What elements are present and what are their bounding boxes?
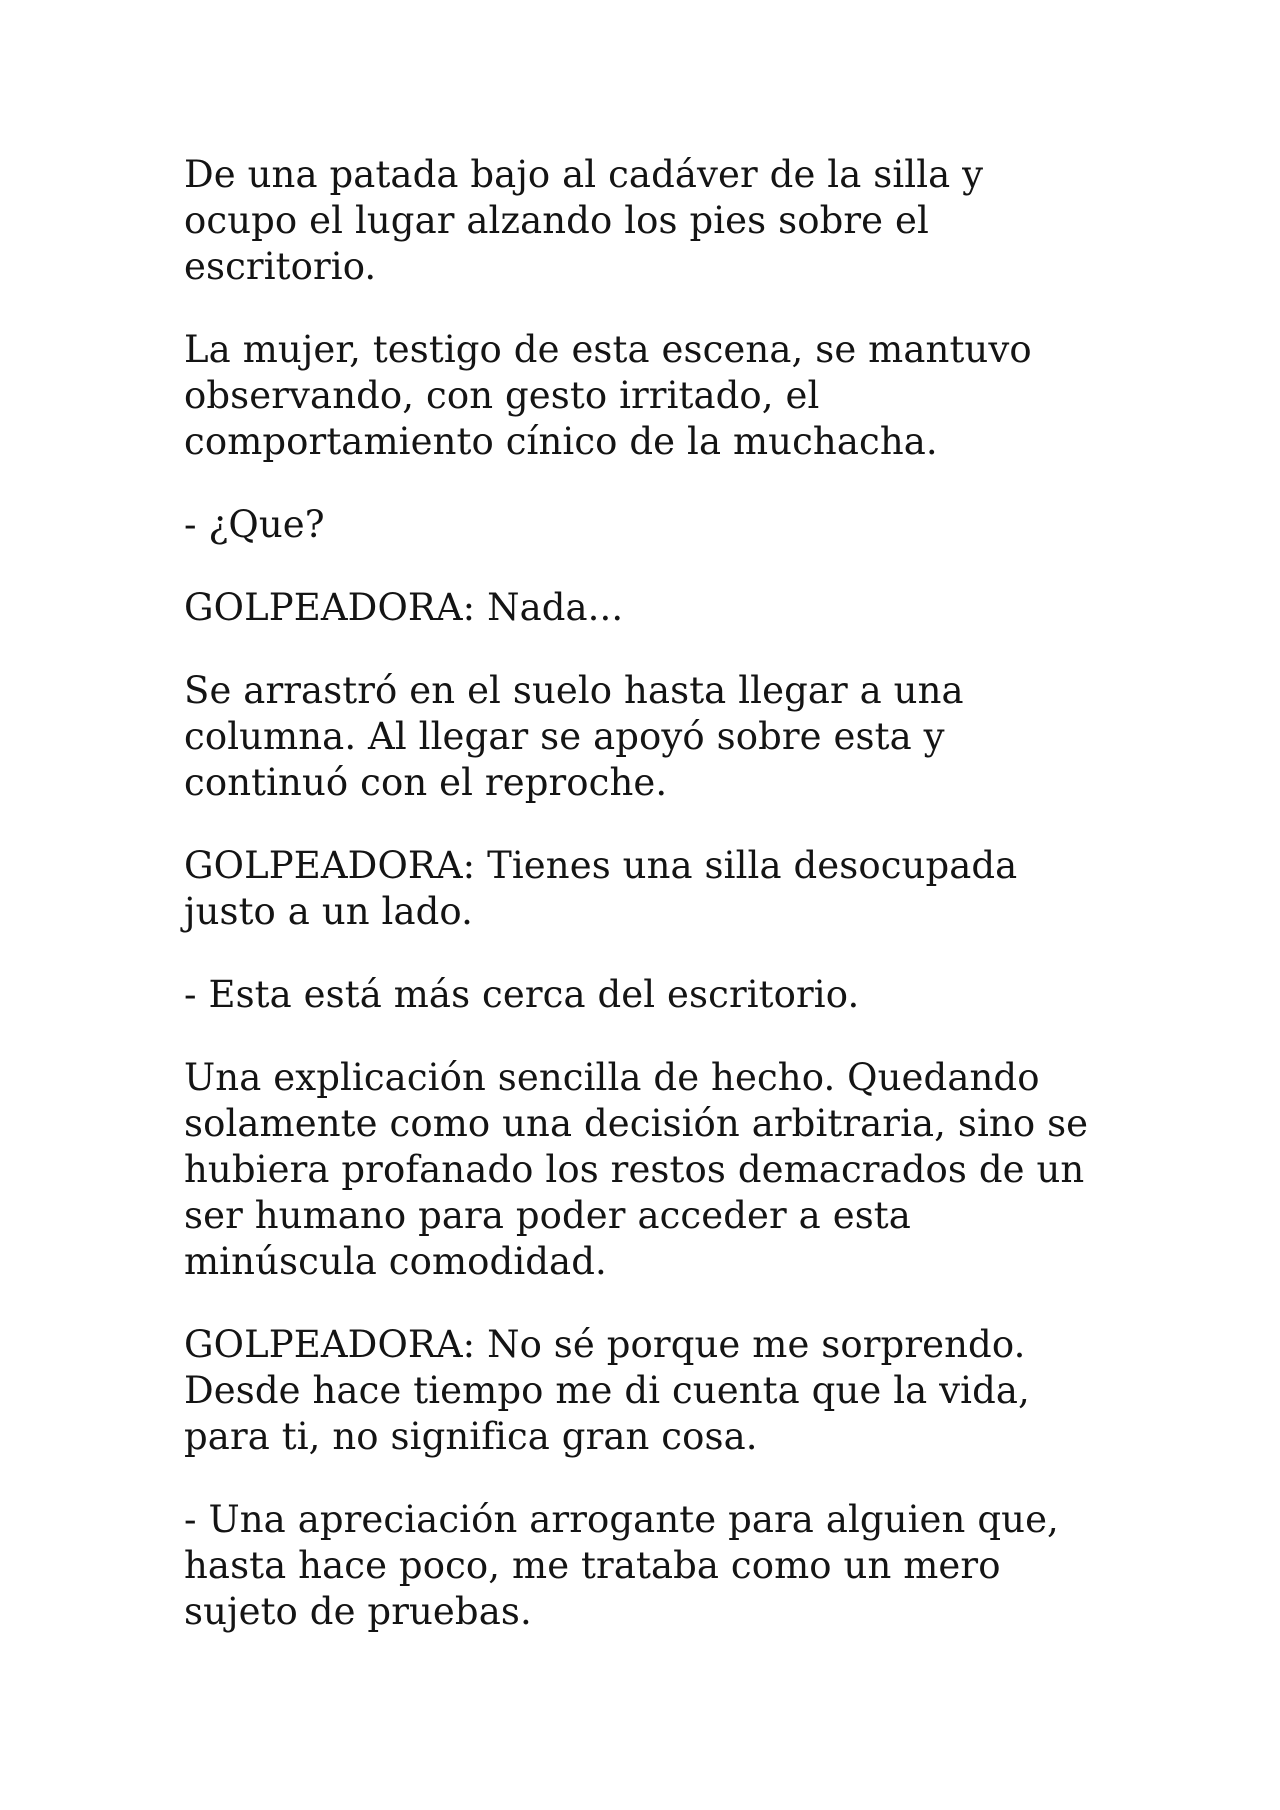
dialogue-line-6: - Una apreciación arrogante para alguien que, hasta hace poco, me trataba como un mero sujeto de pruebas.	[184, 1498, 1059, 1633]
paragraph-4: Una explicación sencilla de hecho. Quedando solamente como una decisión arbitraria, sino se hubiera profanado los restos demacrados de un ser humano para poder acceder a esta minúscula comodidad.	[184, 1056, 1089, 1283]
dialogue-line-1: - ¿Que?	[184, 503, 325, 546]
paragraph-2: La mujer, testigo de esta escena, se mantuvo observando, con gesto irritado, el comportamiento cínico de la muchacha.	[184, 328, 1032, 463]
paragraph-1: De una patada bajo al cadáver de la silla y ocupo el lugar alzando los pies sobre el escritorio.	[184, 153, 984, 288]
dialogue-line-5: GOLPEADORA: No sé porque me sorprendo. Desde hace tiempo me di cuenta que la vida, para ti, no significa gran cosa.	[184, 1323, 1030, 1458]
dialogue-line-4: - Esta está más cerca del escritorio.	[184, 973, 860, 1016]
dialogue-line-2: GOLPEADORA: Nada...	[184, 586, 624, 629]
paragraph-3: Se arrastró en el suelo hasta llegar a una columna. Al llegar se apoyó sobre esta y continuó con el reproche.	[184, 669, 964, 804]
dialogue-line-3: GOLPEADORA: Tienes una silla desocupada justo a un lado.	[184, 844, 1018, 933]
body-text	[184, 152, 1104, 1672]
